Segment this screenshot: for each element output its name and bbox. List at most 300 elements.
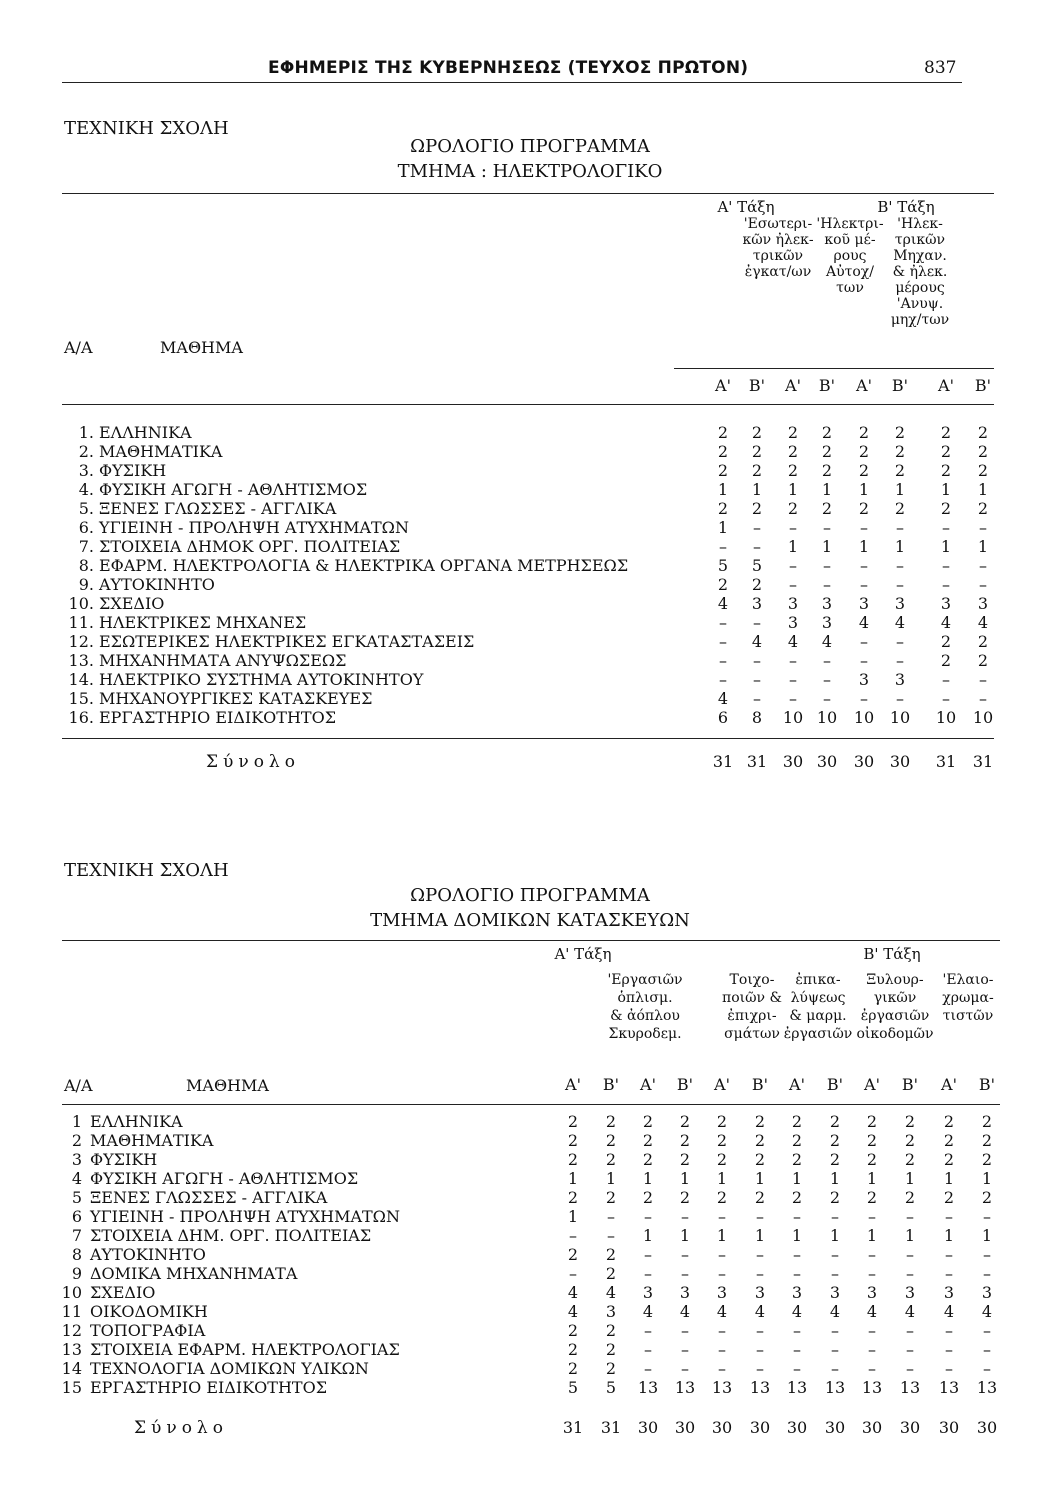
- table1-cell: 2: [717, 442, 729, 461]
- table2-cell: –: [983, 1359, 991, 1378]
- table1-header-bottom-rule: [62, 404, 994, 405]
- table2-cell: –: [831, 1321, 839, 1340]
- table2-cell: 1: [981, 1226, 993, 1245]
- table2-row-number: 10: [61, 1283, 82, 1302]
- table1-cell: –: [719, 651, 727, 670]
- table2-row-subject: ΟΙΚΟΔΟΜΙΚΗ: [90, 1302, 208, 1321]
- table1-cell: –: [979, 575, 987, 594]
- table1-row-subject: ΗΛΕΚΤΡΙΚΟ ΣΥΣΤΗΜΑ ΑΥΤΟΚΙΝΗΤΟΥ: [99, 670, 424, 689]
- table2-cell: 13: [711, 1378, 733, 1397]
- table2-cell: 2: [943, 1131, 955, 1150]
- table1-row-number: 6.: [78, 518, 94, 537]
- table2-cell: –: [718, 1207, 726, 1226]
- table1-cell: –: [896, 575, 904, 594]
- table2-cell: 2: [829, 1188, 841, 1207]
- table2-cell: 4: [754, 1302, 766, 1321]
- table2-group-1-line: & ἀόπλου: [610, 1008, 680, 1024]
- table2-cell: 1: [791, 1226, 803, 1245]
- table2-cell: 3: [829, 1283, 841, 1302]
- table1-cell: 2: [894, 423, 906, 442]
- table1-bottom-rule: [62, 738, 994, 739]
- table2-cell: 1: [829, 1169, 841, 1188]
- table2-group-4-line: οἰκοδομῶν: [856, 1026, 934, 1042]
- table2-cell: –: [868, 1359, 876, 1378]
- table2-cell: 2: [943, 1150, 955, 1169]
- table1-cell: 2: [751, 423, 763, 442]
- school-label-2: ΤΕΧΝΙΚΗ ΣΧΟΛΗ: [64, 860, 229, 881]
- table2-row-subject: ΔΟΜΙΚΑ ΜΗΧΑΝΗΜΑΤΑ: [90, 1264, 298, 1283]
- table2-group-2-line: ποιῶν &: [722, 990, 782, 1006]
- table1-cell: 1: [821, 480, 833, 499]
- table2-total-cell: 31: [562, 1418, 584, 1437]
- table2-cell: –: [644, 1264, 652, 1283]
- table2-cell: 2: [567, 1188, 579, 1207]
- table2-cell: 3: [866, 1283, 878, 1302]
- table1-cell: 1: [858, 480, 870, 499]
- table2-group-1-line: 'Εργασιῶν: [607, 972, 683, 988]
- table2-cell: 1: [981, 1169, 993, 1188]
- table1-cell: –: [823, 556, 831, 575]
- table2-cell: 4: [829, 1302, 841, 1321]
- table2-cell: –: [793, 1340, 801, 1359]
- page-number: 837: [924, 58, 957, 78]
- table1-group-3-line: & ἠλεκ.: [892, 264, 948, 280]
- table2-cell: 2: [567, 1150, 579, 1169]
- table2-cell: –: [906, 1264, 914, 1283]
- table1-cell: –: [896, 632, 904, 651]
- table2-cell: 2: [904, 1150, 916, 1169]
- school-label-1: ΤΕΧΝΙΚΗ ΣΧΟΛΗ: [64, 118, 229, 139]
- table1-row-number: 4.: [78, 480, 94, 499]
- table1-cell: 3: [894, 670, 906, 689]
- table1-cell: –: [823, 518, 831, 537]
- table2-total-cell: 30: [786, 1418, 808, 1437]
- table1-cell: 1: [717, 480, 729, 499]
- table1-aa-header: Α/Α: [64, 338, 93, 357]
- table1-cell: –: [979, 556, 987, 575]
- table1-cell: –: [823, 689, 831, 708]
- table1-cell: 3: [751, 594, 763, 613]
- table1-subheader: Α': [785, 376, 801, 395]
- table1-row-subject: ΗΛΕΚΤΡΙΚΕΣ ΜΗΧΑΝΕΣ: [99, 613, 307, 632]
- table1-group-3-line: Μηχαν.: [893, 248, 947, 264]
- table2-cell: 2: [791, 1131, 803, 1150]
- table2-total-cell: 30: [674, 1418, 696, 1437]
- table2-cell: 2: [642, 1188, 654, 1207]
- table2-cell: –: [906, 1321, 914, 1340]
- table1-cell: –: [860, 518, 868, 537]
- table1-total-cell: 30: [782, 752, 804, 771]
- table2-cell: –: [793, 1359, 801, 1378]
- table1-total-cell: 31: [972, 752, 994, 771]
- table2-cell: 1: [866, 1226, 878, 1245]
- table2-cell: –: [607, 1207, 615, 1226]
- table2-cell: –: [718, 1359, 726, 1378]
- table2-cell: –: [793, 1321, 801, 1340]
- table1-cell: 3: [821, 613, 833, 632]
- table2-subheader: Α': [864, 1075, 880, 1094]
- table1-cell: 10: [935, 708, 957, 727]
- table2-cell: 4: [679, 1302, 691, 1321]
- table1-cell: 2: [821, 499, 833, 518]
- table2-subheader: Β': [826, 1075, 844, 1094]
- table2-cell: –: [644, 1245, 652, 1264]
- table2-cell: 4: [866, 1302, 878, 1321]
- table2-cell: 13: [674, 1378, 696, 1397]
- table2-cell: 2: [567, 1321, 579, 1340]
- table2-class-b: Β' Τάξη: [863, 945, 921, 963]
- table1-total-label: Σύνολο: [206, 752, 300, 772]
- table2-cell: 4: [642, 1302, 654, 1321]
- table2-group-3-line: ἐπικα-: [795, 972, 841, 988]
- table1-cell: 3: [940, 594, 952, 613]
- table1-cell: –: [719, 632, 727, 651]
- table1-cell: 2: [977, 461, 989, 480]
- table2-total-cell: 30: [899, 1418, 921, 1437]
- table1-cell: –: [753, 651, 761, 670]
- table1-cell: –: [789, 689, 797, 708]
- table1-cell: 4: [717, 689, 729, 708]
- table2-row-number: 5: [71, 1188, 82, 1207]
- table1-cell: 5: [717, 556, 729, 575]
- table1-cell: 2: [717, 423, 729, 442]
- table1-row-subject: ΕΦΑΡΜ. ΗΛΕΚΤΡΟΛΟΓΙΑ & ΗΛΕΚΤΡΙΚΑ ΟΡΓΑΝΑ ΜΕΤΡΗΣΕΩΣ: [99, 556, 629, 575]
- table2-cell: 4: [567, 1302, 579, 1321]
- table1-row-subject: ΣΤΟΙΧΕΙΑ ΔΗΜΟΚ ΟΡΓ. ΠΟΛΙΤΕΙΑΣ: [99, 537, 401, 556]
- table2-cell: 2: [567, 1131, 579, 1150]
- table2-subtitle: ΤΜΗΜΑ ΔΟΜΙΚΩΝ ΚΑΤΑΣΚΕΥΩΝ: [370, 910, 690, 931]
- table2-cell: –: [681, 1207, 689, 1226]
- table2-cell: 2: [981, 1112, 993, 1131]
- table1-cell: 3: [858, 670, 870, 689]
- table2-cell: –: [644, 1359, 652, 1378]
- table2-cell: 1: [567, 1207, 579, 1226]
- table2-cell: 13: [749, 1378, 771, 1397]
- table2-subheader: Β': [978, 1075, 996, 1094]
- table2-cell: –: [793, 1207, 801, 1226]
- table1-cell: 2: [821, 442, 833, 461]
- table2-group-2-line: σμάτων: [724, 1026, 780, 1042]
- table2-cell: –: [644, 1340, 652, 1359]
- table2-row-number: 2: [71, 1131, 82, 1150]
- table1-cell: –: [789, 556, 797, 575]
- table1-row-subject: ΕΛΛΗΝΙΚΑ: [99, 423, 192, 442]
- table2-cell: 3: [716, 1283, 728, 1302]
- table2-cell: 2: [866, 1150, 878, 1169]
- table2-cell: 1: [754, 1169, 766, 1188]
- table1-cell: –: [896, 556, 904, 575]
- table2-group-4-line: ἐργασιῶν: [860, 1008, 930, 1024]
- table2-row-number: 14: [61, 1359, 82, 1378]
- header-rule: [62, 82, 962, 83]
- table1-cell: 1: [977, 480, 989, 499]
- table1-cell: 3: [977, 594, 989, 613]
- table2-cell: 2: [754, 1112, 766, 1131]
- table1-cell: 2: [787, 423, 799, 442]
- table1-cell: –: [860, 689, 868, 708]
- table1-cell: –: [979, 689, 987, 708]
- table1-subheader: Β': [974, 376, 992, 395]
- table2-cell: 2: [866, 1131, 878, 1150]
- table2-cell: –: [756, 1340, 764, 1359]
- table1-row-subject: ΜΑΘΗΜΑΤΙΚΑ: [99, 442, 223, 461]
- table1-cell: 2: [977, 651, 989, 670]
- table2-subject-header: ΜΑΘΗΜΑ: [186, 1076, 269, 1095]
- table1-cell: 2: [717, 575, 729, 594]
- table2-cell: –: [945, 1264, 953, 1283]
- table2-subheader: Α': [565, 1075, 581, 1094]
- table1-cell: 2: [821, 461, 833, 480]
- table2-cell: 2: [605, 1245, 617, 1264]
- table2-cell: 2: [716, 1131, 728, 1150]
- table2-cell: 2: [567, 1359, 579, 1378]
- table2-cell: –: [906, 1340, 914, 1359]
- table2-cell: –: [868, 1264, 876, 1283]
- table2-cell: –: [793, 1264, 801, 1283]
- table2-cell: –: [756, 1321, 764, 1340]
- table1-title: ΩΡΟΛΟΓΙΟ ΠΡΟΓΡΑΜΜΑ: [410, 136, 650, 157]
- table2-total-cell: 30: [749, 1418, 771, 1437]
- table2-cell: 13: [824, 1378, 846, 1397]
- table2-row-subject: ΤΟΠΟΓΡΑΦΙΑ: [90, 1321, 206, 1340]
- table2-cell: 1: [829, 1226, 841, 1245]
- table1-cell: –: [753, 518, 761, 537]
- table2-row-subject: ΥΓΙΕΙΝΗ - ΠΡΟΛΗΨΗ ΑΤΥΧΗΜΑΤΩΝ: [90, 1207, 400, 1226]
- table1-cell: 2: [858, 423, 870, 442]
- table1-class-a: Α' Τάξη: [717, 198, 775, 216]
- table1-cell: –: [789, 651, 797, 670]
- table2-group-5-line: 'Ελαιο-: [942, 972, 994, 988]
- table1-cell: 2: [940, 423, 952, 442]
- table2-header-bottom-rule: [62, 1104, 1000, 1105]
- table2-cell: 1: [943, 1226, 955, 1245]
- table2-group-3-line: ἐργασιῶν: [783, 1026, 853, 1042]
- table1-total-cell: 31: [935, 752, 957, 771]
- table2-cell: –: [569, 1226, 577, 1245]
- table2-cell: 2: [904, 1131, 916, 1150]
- table2-cell: –: [831, 1245, 839, 1264]
- table1-group-3-line: 'Ηλεκ-: [897, 216, 943, 232]
- table2-subheader: Α': [789, 1075, 805, 1094]
- table2-total-label: Σύνολο: [134, 1418, 228, 1438]
- table2-row-number: 13: [61, 1340, 82, 1359]
- table1-cell: –: [823, 670, 831, 689]
- table1-cell: 2: [977, 423, 989, 442]
- table2-row-number: 3: [71, 1150, 82, 1169]
- table2-cell: 2: [904, 1188, 916, 1207]
- table1-cell: –: [753, 613, 761, 632]
- table2-group-1-line: Σκυροδεμ.: [608, 1026, 682, 1042]
- table2-cell: –: [681, 1245, 689, 1264]
- table1-cell: 6: [717, 708, 729, 727]
- table2-group-5-line: χρωμα-: [942, 990, 994, 1006]
- table2-cell: 2: [642, 1131, 654, 1150]
- table1-cell: 2: [751, 461, 763, 480]
- table2-row-subject: ΣΤΟΙΧΕΙΑ ΕΦΑΡΜ. ΗΛΕΚΤΡΟΛΟΓΙΑΣ: [90, 1340, 400, 1359]
- table2-cell: –: [718, 1245, 726, 1264]
- table2-cell: –: [793, 1245, 801, 1264]
- table2-row-number: 9: [71, 1264, 82, 1283]
- table1-cell: 2: [717, 499, 729, 518]
- table2-cell: 2: [943, 1188, 955, 1207]
- table1-cell: 10: [816, 708, 838, 727]
- table2-cell: 1: [904, 1226, 916, 1245]
- table1-cell: –: [719, 613, 727, 632]
- table1-cell: –: [789, 670, 797, 689]
- table2-cell: 2: [866, 1188, 878, 1207]
- table2-cell: 2: [679, 1131, 691, 1150]
- table2-cell: 1: [642, 1169, 654, 1188]
- table1-cell: 3: [787, 613, 799, 632]
- table1-cell: –: [979, 518, 987, 537]
- table2-group-2-line: ἐπιχρι-: [727, 1008, 777, 1024]
- table2-cell: 2: [716, 1188, 728, 1207]
- table2-cell: –: [831, 1264, 839, 1283]
- table1-cell: –: [823, 575, 831, 594]
- table1-cell: 2: [751, 499, 763, 518]
- table2-cell: 2: [791, 1112, 803, 1131]
- table1-cell: 2: [894, 499, 906, 518]
- table1-group-1-line: 'Εσωτερι-: [743, 216, 813, 232]
- table2-row-subject: ΦΥΣΙΚΗ ΑΓΩΓΗ - ΑΘΛΗΤΙΣΜΟΣ: [90, 1169, 359, 1188]
- table2-cell: –: [718, 1321, 726, 1340]
- table2-cell: –: [906, 1359, 914, 1378]
- table2-cell: 2: [754, 1150, 766, 1169]
- table2-row-subject: ΕΡΓΑΣΤΗΡΙΟ ΕΙΔΙΚΟΤΗΤΟΣ: [90, 1378, 327, 1397]
- table2-cell: –: [681, 1264, 689, 1283]
- table1-group-1-line: ἐγκατ/ων: [744, 264, 812, 280]
- table1-cell: –: [719, 670, 727, 689]
- table2-cell: 2: [943, 1112, 955, 1131]
- table2-cell: –: [906, 1245, 914, 1264]
- table1-cell: 2: [977, 442, 989, 461]
- table2-cell: –: [868, 1340, 876, 1359]
- table2-cell: 2: [679, 1112, 691, 1131]
- table1-cell: 2: [858, 499, 870, 518]
- table1-subhead-rule: [674, 368, 994, 369]
- table2-group-5-line: τιστῶν: [942, 1008, 994, 1024]
- table1-cell: 10: [853, 708, 875, 727]
- table2-group-1-line: ὁπλισμ.: [617, 990, 673, 1006]
- table1-row-number: 3.: [78, 461, 94, 480]
- table2-cell: 4: [605, 1283, 617, 1302]
- table2-cell: 3: [642, 1283, 654, 1302]
- table1-cell: 3: [821, 594, 833, 613]
- table1-cell: 3: [894, 594, 906, 613]
- table2-cell: –: [983, 1264, 991, 1283]
- table2-cell: 3: [605, 1302, 617, 1321]
- table1-row-subject: ΑΥΤΟΚΙΝΗΤΟ: [99, 575, 215, 594]
- table2-cell: –: [868, 1321, 876, 1340]
- table1-row-number: 5.: [78, 499, 94, 518]
- table2-row-number: 6: [71, 1207, 82, 1226]
- table2-cell: 2: [642, 1150, 654, 1169]
- table1-group-2-line: 'Ηλεκτρι-: [816, 216, 884, 232]
- table2-cell: 1: [567, 1169, 579, 1188]
- table2-cell: 2: [605, 1150, 617, 1169]
- table1-row-number: 13.: [68, 651, 94, 670]
- table2-cell: 1: [791, 1169, 803, 1188]
- table1-cell: 3: [787, 594, 799, 613]
- table2-group-4-line: Ξυλουρ-: [866, 972, 924, 988]
- table1-cell: –: [753, 689, 761, 708]
- table1-group-3-line: μέρους: [895, 280, 945, 296]
- table1-row-number: 10.: [68, 594, 94, 613]
- table1-total-cell: 30: [889, 752, 911, 771]
- table2-row-subject: ΤΕΧΝΟΛΟΓΙΑ ΔΟΜΙΚΩΝ ΥΛΙΚΩΝ: [90, 1359, 369, 1378]
- table2-cell: 2: [605, 1188, 617, 1207]
- table1-group-1-line: κῶν ἠλεκ-: [742, 232, 814, 248]
- table2-cell: 4: [904, 1302, 916, 1321]
- table1-cell: 4: [940, 613, 952, 632]
- table2-cell: –: [718, 1340, 726, 1359]
- table2-row-number: 11: [61, 1302, 82, 1321]
- table1-cell: 2: [940, 632, 952, 651]
- table2-total-cell: 31: [600, 1418, 622, 1437]
- table1-subheader: Β': [748, 376, 766, 395]
- table2-cell: 4: [791, 1302, 803, 1321]
- table2-total-cell: 30: [824, 1418, 846, 1437]
- table2-row-number: 7: [71, 1226, 82, 1245]
- table1-cell: 10: [782, 708, 804, 727]
- table2-cell: –: [644, 1207, 652, 1226]
- table2-cell: –: [983, 1321, 991, 1340]
- table2-cell: 4: [981, 1302, 993, 1321]
- table2-row-subject: ΕΛΛΗΝΙΚΑ: [90, 1112, 183, 1131]
- table2-cell: 2: [981, 1131, 993, 1150]
- table2-total-cell: 30: [976, 1418, 998, 1437]
- table2-top-rule: [62, 940, 1000, 941]
- table1-subheader: Α': [938, 376, 954, 395]
- table2-cell: 3: [943, 1283, 955, 1302]
- table2-group-3-line: & μαρμ.: [789, 1008, 847, 1024]
- table2-cell: 1: [716, 1169, 728, 1188]
- table2-cell: 2: [679, 1188, 691, 1207]
- table1-cell: 2: [787, 442, 799, 461]
- table2-cell: –: [681, 1321, 689, 1340]
- table2-row-subject: ΦΥΣΙΚΗ: [90, 1150, 158, 1169]
- table2-row-subject: ΜΑΘΗΜΑΤΙΚΑ: [90, 1131, 214, 1150]
- table1-row-subject: ΕΡΓΑΣΤΗΡΙΟ ΕΙΔΙΚΟΤΗΤΟΣ: [99, 708, 336, 727]
- table2-cell: –: [983, 1245, 991, 1264]
- table2-cell: 2: [605, 1321, 617, 1340]
- running-head: ΕΦΗΜΕΡΙΣ ΤΗΣ ΚΥΒΕΡΝΗΣΕΩΣ (ΤΕΥΧΟΣ ΠΡΩΤΟΝ): [268, 58, 749, 78]
- table1-row-number: 11.: [68, 613, 94, 632]
- table1-row-number: 7.: [78, 537, 94, 556]
- table1-subheader: Α': [856, 376, 872, 395]
- table1-cell: 2: [977, 499, 989, 518]
- table2-cell: 2: [567, 1112, 579, 1131]
- table2-cell: 1: [754, 1226, 766, 1245]
- table2-cell: 2: [829, 1150, 841, 1169]
- table1-cell: 2: [787, 461, 799, 480]
- table2-cell: –: [831, 1359, 839, 1378]
- table1-cell: 1: [717, 518, 729, 537]
- table2-cell: 13: [786, 1378, 808, 1397]
- table1-row-subject: ΜΗΧΑΝΗΜΑΤΑ ΑΝΥΨΩΣΕΩΣ: [99, 651, 347, 670]
- table2-cell: 2: [791, 1150, 803, 1169]
- table1-cell: 4: [717, 594, 729, 613]
- table2-cell: 2: [716, 1112, 728, 1131]
- table1-cell: –: [942, 670, 950, 689]
- table1-cell: 4: [751, 632, 763, 651]
- table1-cell: –: [896, 689, 904, 708]
- table2-cell: 1: [716, 1226, 728, 1245]
- table1-cell: 2: [717, 461, 729, 480]
- table1-cell: –: [860, 632, 868, 651]
- table2-row-subject: ΞΕΝΕΣ ΓΛΩΣΣΕΣ - ΑΓΓΛΙΚΑ: [90, 1188, 328, 1207]
- table2-cell: 2: [605, 1112, 617, 1131]
